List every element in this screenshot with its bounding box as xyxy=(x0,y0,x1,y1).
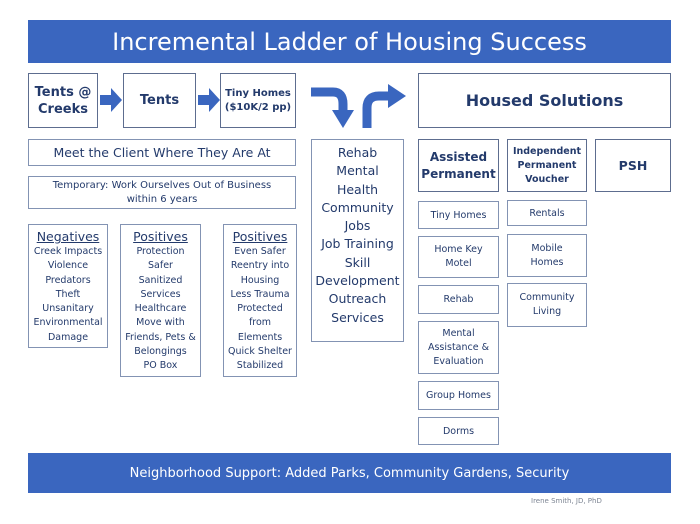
item-label: Rehab xyxy=(443,294,474,305)
assisted-item-tiny-homes xyxy=(418,201,499,229)
list-item: Friends, Pets & xyxy=(125,331,196,343)
voucher-item-community-living xyxy=(507,283,587,327)
item-label-line: Mobile xyxy=(531,242,563,254)
item-label-line: Assistance & xyxy=(427,341,490,353)
header-line: Voucher xyxy=(525,173,569,185)
temporary-box xyxy=(28,176,296,209)
author-credit xyxy=(531,497,651,509)
list-item: Damage xyxy=(47,331,89,343)
positives-box xyxy=(120,224,201,377)
voucher-item-mobile-homes xyxy=(507,234,587,277)
header-line: Permanent xyxy=(517,159,577,171)
item-label: Dorms xyxy=(442,425,475,437)
list-item: Violence xyxy=(47,260,89,272)
list-item: Reentry into xyxy=(230,260,290,272)
right-arrow-icon xyxy=(100,88,122,112)
assisted-item-dorms xyxy=(418,417,499,445)
negatives-heading: Negatives xyxy=(36,229,100,244)
list-item: Services xyxy=(140,288,181,300)
title-banner xyxy=(28,20,671,63)
list-item: Predators xyxy=(45,274,91,286)
service-item: Outreach xyxy=(328,291,387,307)
assisted-permanent-header xyxy=(418,139,499,192)
item-label: Group Homes xyxy=(426,390,491,401)
step-label-line: ($10K/2 pp) xyxy=(224,101,292,113)
step-tents-at-creeks xyxy=(28,73,98,128)
services-box xyxy=(311,139,404,342)
list-item: Quick Shelter xyxy=(228,346,292,358)
service-item: Rehab xyxy=(337,145,378,160)
assisted-item-home-key-motel xyxy=(418,236,499,278)
list-item: Move with xyxy=(136,317,185,329)
item-label: Tiny Homes xyxy=(430,209,487,221)
service-item: Mental xyxy=(336,163,379,179)
list-item: Stabilized xyxy=(236,360,284,372)
step-label: Tents xyxy=(139,93,180,108)
list-item: Housing xyxy=(240,274,280,286)
item-label-line: Mental xyxy=(442,327,475,339)
item-label-line: Home Key xyxy=(434,244,483,255)
meet-client-label: Meet the Client Where They Are At xyxy=(53,145,271,160)
item-label-line: Evaluation xyxy=(433,355,484,367)
item-label: Rentals xyxy=(529,207,565,219)
step-label-line: Tiny Homes xyxy=(225,87,291,99)
step-label-line: Tents @ xyxy=(34,84,92,100)
temporary-line: within 6 years xyxy=(126,193,198,205)
list-item: Elements xyxy=(237,331,283,343)
page-title: Incremental Ladder of Housing Success xyxy=(112,27,587,56)
meet-client-box xyxy=(28,139,296,166)
footer-banner xyxy=(28,453,671,493)
list-item: Protected xyxy=(237,303,283,315)
list-item: Belongings xyxy=(134,346,187,358)
service-item: Development xyxy=(315,273,400,289)
independent-voucher-header xyxy=(507,139,587,192)
list-item: Sanitized xyxy=(138,274,183,286)
list-item: Theft xyxy=(55,288,81,300)
service-item: Skill xyxy=(344,254,371,270)
positives-heading: Positives xyxy=(133,229,188,244)
right-arrow-icon xyxy=(198,88,220,112)
footer-label: Neighborhood Support: Added Parks, Community Gardens, Security xyxy=(129,465,570,481)
voucher-item-rentals xyxy=(507,200,587,226)
list-item: Safer xyxy=(148,260,173,272)
positives-heading: Positives xyxy=(232,229,288,244)
item-label-line: Community xyxy=(519,292,575,303)
step-tiny-homes xyxy=(220,73,296,128)
psh-box xyxy=(595,139,671,192)
housed-solutions-box xyxy=(418,73,671,128)
item-label-line: Homes xyxy=(530,256,564,268)
psh-label: PSH xyxy=(618,158,648,173)
item-label-line: Living xyxy=(532,306,562,317)
list-item: PO Box xyxy=(143,360,178,372)
temporary-line: Temporary: Work Ourselves Out of Business xyxy=(52,179,272,191)
service-item: Services xyxy=(331,309,384,325)
service-item: Job Training xyxy=(321,236,394,252)
step-label-line: Creeks xyxy=(38,101,88,117)
service-item: Jobs xyxy=(344,218,371,234)
curved-up-right-arrow-icon xyxy=(358,82,408,130)
curved-down-arrow-icon xyxy=(305,82,357,130)
step-tents xyxy=(123,73,196,128)
list-item: Unsanitary xyxy=(42,303,94,315)
header-line: Permanent xyxy=(421,166,496,181)
author-label: Irene Smith, JD, PhD xyxy=(531,497,602,505)
negatives-box xyxy=(28,224,108,348)
list-item: Healthcare xyxy=(134,303,187,315)
list-item: Less Trauma xyxy=(230,288,290,300)
list-item: from xyxy=(248,317,272,329)
assisted-item-rehab xyxy=(418,285,499,314)
list-item: Creek Impacts xyxy=(33,246,103,257)
header-line: Assisted xyxy=(429,149,488,164)
assisted-item-group-homes xyxy=(418,381,499,410)
assisted-item-mental xyxy=(418,321,499,374)
housed-solutions-label: Housed Solutions xyxy=(465,91,624,110)
positives-box xyxy=(223,224,297,377)
list-item: Even Safer xyxy=(234,246,286,257)
list-item: Protection xyxy=(136,246,185,257)
service-item: Health xyxy=(336,181,379,197)
service-item: Community xyxy=(321,199,394,215)
item-label-line: Motel xyxy=(445,258,472,269)
header-line: Independent xyxy=(512,145,582,157)
list-item: Environmental xyxy=(33,317,103,329)
